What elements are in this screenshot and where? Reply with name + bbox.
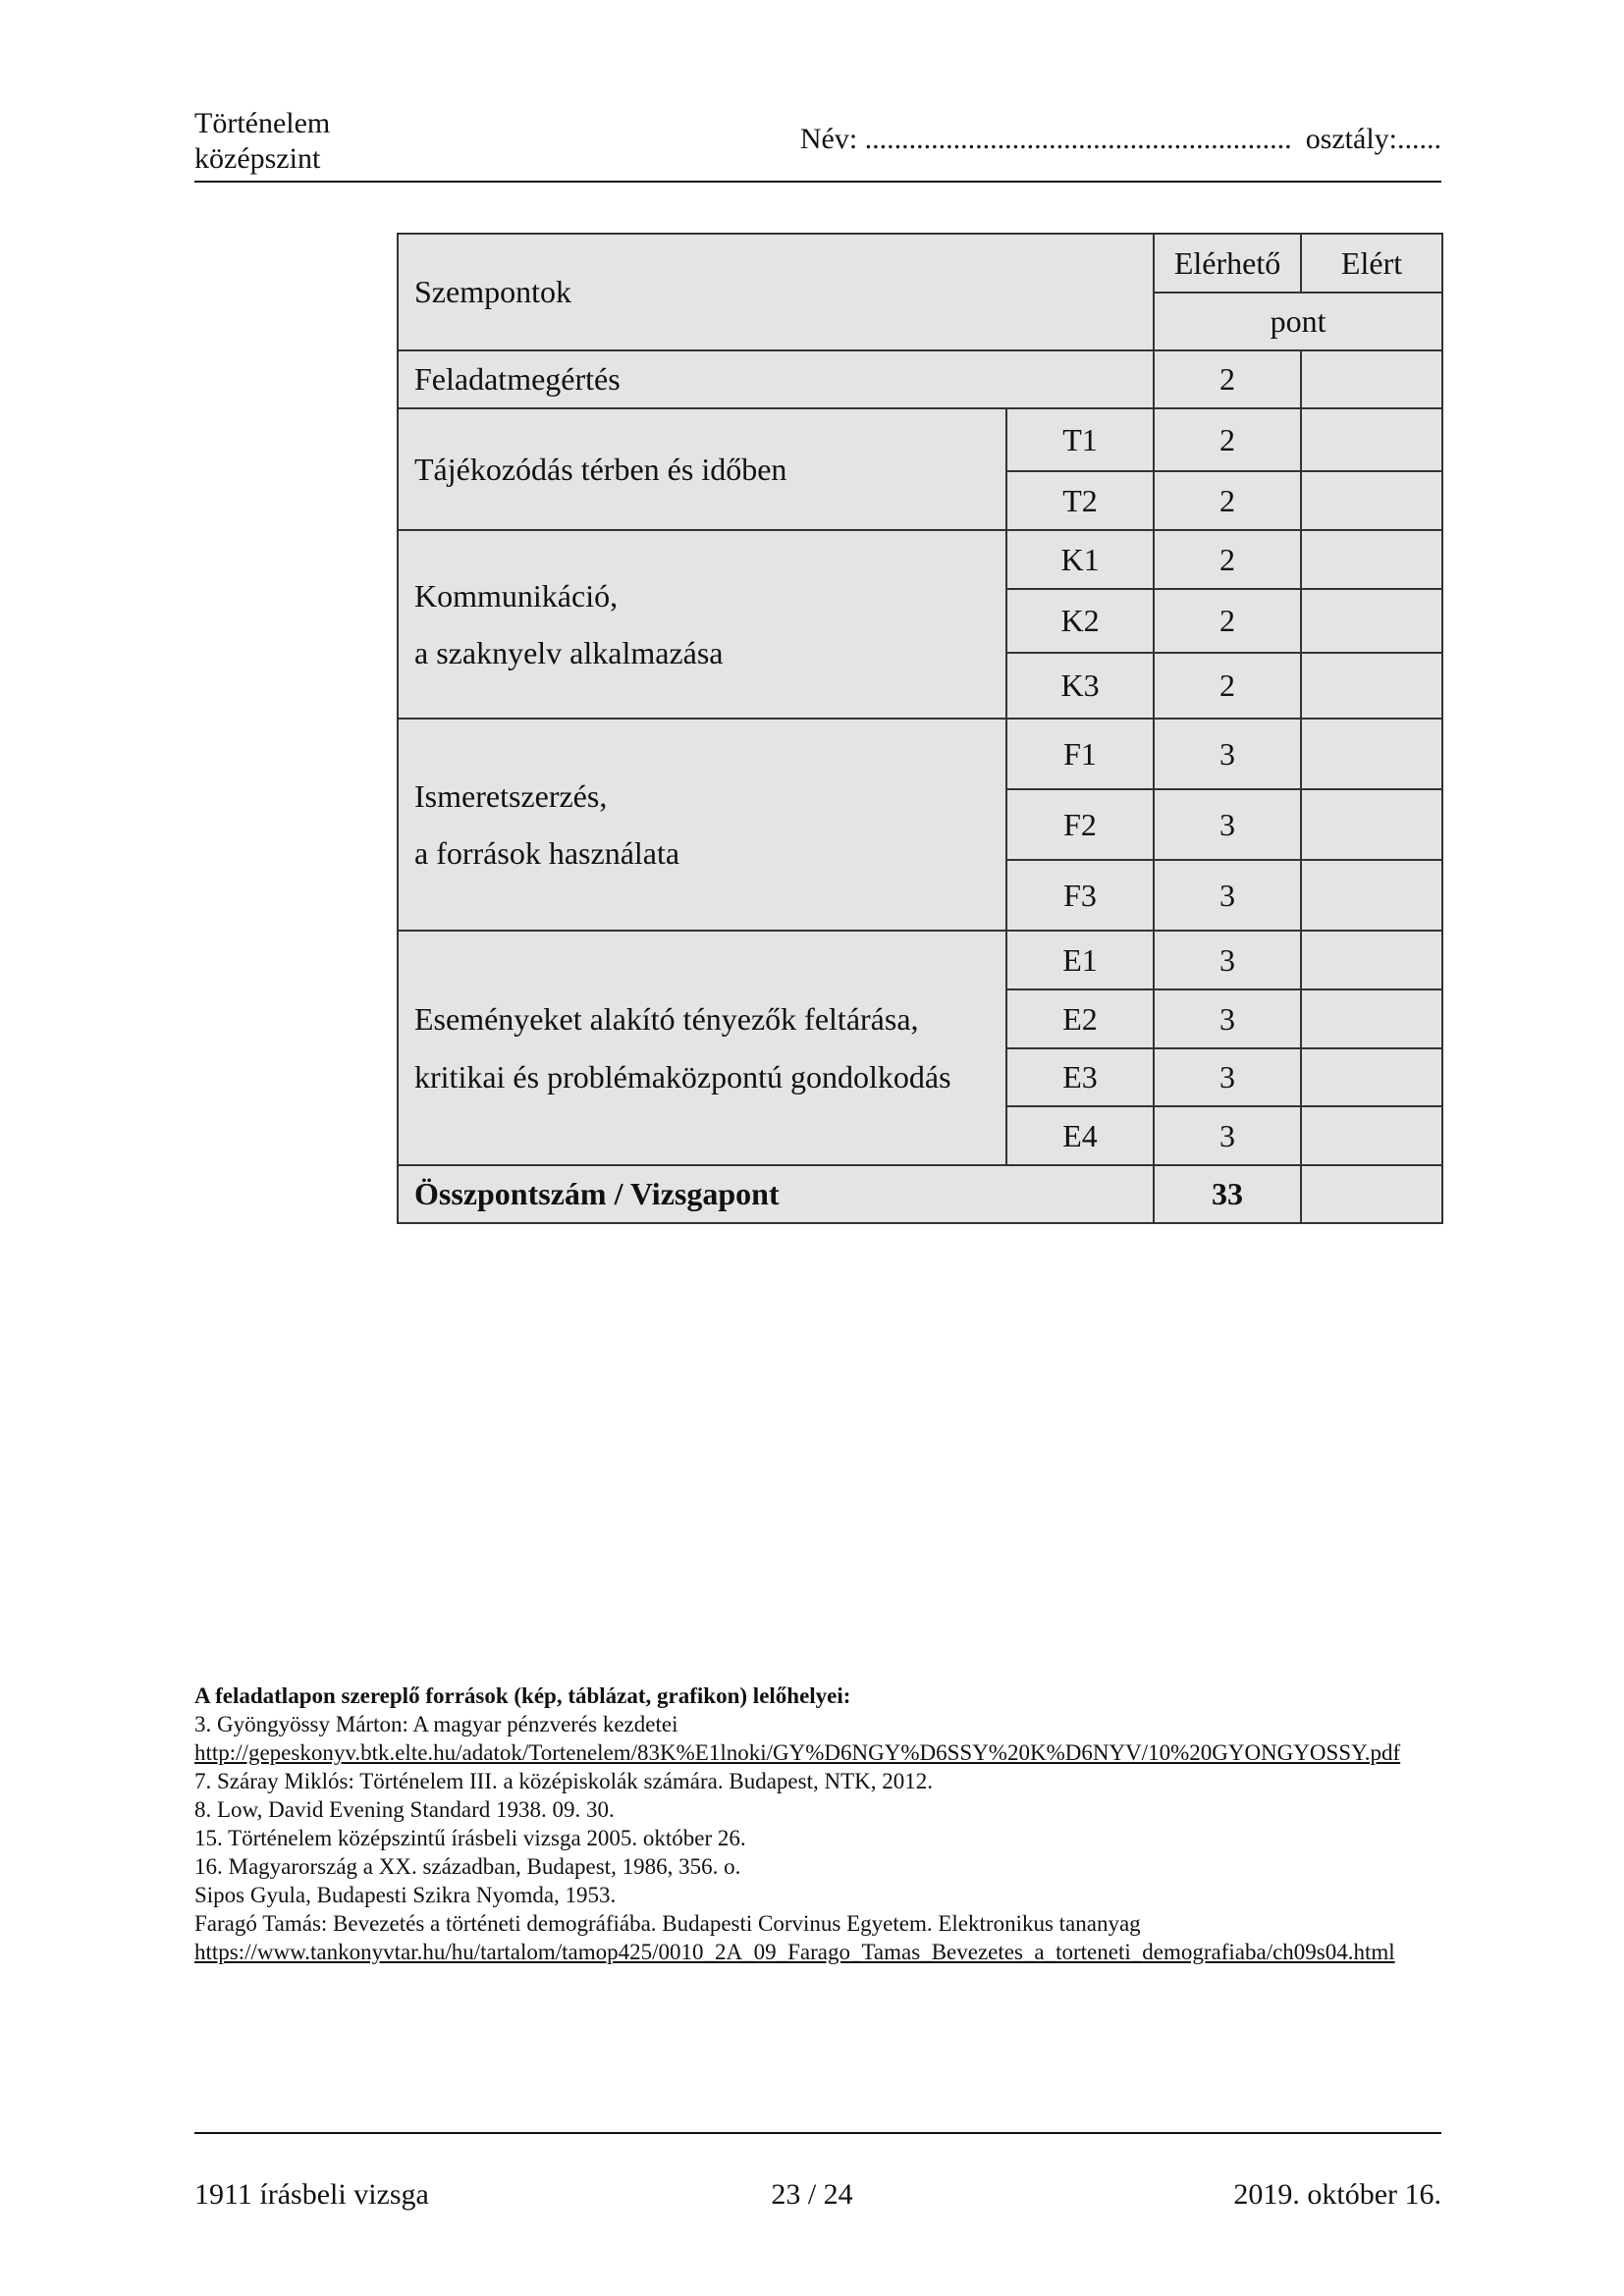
- criteria-header: Szempontok: [398, 234, 1154, 350]
- student-info: [800, 122, 1441, 157]
- available-points: 2: [1154, 653, 1301, 719]
- exam-code: 1911 írásbeli vizsga: [194, 2178, 429, 2211]
- available-points: 3: [1154, 1048, 1301, 1106]
- achieved-points-cell[interactable]: [1301, 350, 1442, 408]
- source-line: 8. Low, David Evening Standard 1938. 09. 30.: [194, 1797, 615, 1822]
- subcriterion-code: F3: [1006, 860, 1154, 931]
- source-line: Faragó Tamás: Bevezetés a történeti demográfiába. Budapesti Corvinus Egyetem. Elektronikus tananyag: [194, 1911, 1141, 1936]
- criterion-label: [398, 719, 1006, 931]
- available-points: 2: [1154, 589, 1301, 653]
- available-points: 2: [1154, 530, 1301, 589]
- subject-title: Történelem: [194, 107, 331, 139]
- available-points: 3: [1154, 931, 1301, 989]
- subcriterion-code: T1: [1006, 408, 1154, 471]
- available-points: 2: [1154, 408, 1301, 471]
- achieved-points-cell[interactable]: [1301, 989, 1442, 1048]
- available-points: 3: [1154, 1106, 1301, 1165]
- subcriterion-code: K3: [1006, 653, 1154, 719]
- sources-heading: A feladatlapon szereplő források (kép, táblázat, grafikon) lelőhelyei:: [194, 1683, 851, 1708]
- available-points: 2: [1154, 350, 1301, 408]
- level-label: középszint: [194, 142, 321, 175]
- achieved-points-cell[interactable]: [1301, 408, 1442, 471]
- achieved-points-cell[interactable]: [1301, 789, 1442, 860]
- criterion-label-line-1: Ismeretszerzés,: [414, 777, 608, 814]
- subcriterion-code: F2: [1006, 789, 1154, 860]
- footer-divider: [194, 2132, 1441, 2134]
- achieved-points-cell[interactable]: [1301, 653, 1442, 719]
- achieved-points-cell[interactable]: [1301, 860, 1442, 931]
- criterion-label: [398, 530, 1006, 719]
- sources-section: [194, 1682, 1443, 1966]
- points-unit-header: pont: [1154, 293, 1442, 350]
- header-divider: [194, 181, 1441, 183]
- source-link[interactable]: https://www.tankonyvtar.hu/hu/tartalom/tamop425/0010_2A_09_Farago_Tamas_Bevezetes_a_torteneti_demografiaba/ch09s04.html: [194, 1940, 1395, 1964]
- criterion-label-line-1: Eseményeket alakító tényezők feltárása,: [414, 1001, 919, 1038]
- achieved-points-cell[interactable]: [1301, 471, 1442, 530]
- criterion-label: [398, 931, 1006, 1165]
- table-row: [398, 350, 1442, 408]
- source-line: 7. Száray Miklós: Történelem III. a középiskolák számára. Budapest, NTK, 2012.: [194, 1769, 933, 1793]
- total-available-points: 33: [1154, 1165, 1301, 1223]
- achieved-points-cell[interactable]: [1301, 1106, 1442, 1165]
- subcriterion-code: E1: [1006, 931, 1154, 989]
- criterion-label-line-1: Kommunikáció,: [414, 577, 619, 614]
- criterion-label-line-2: a források használata: [414, 835, 680, 871]
- criterion-label-line-2: a szaknyelv alkalmazása: [414, 635, 724, 670]
- achieved-points-cell[interactable]: [1301, 931, 1442, 989]
- source-line: 15. Történelem középszintű írásbeli vizsga 2005. október 26.: [194, 1826, 746, 1850]
- total-label: Összpontszám / Vizsgapont: [398, 1165, 1154, 1223]
- page-header-subject: [194, 106, 330, 177]
- exam-date: 2019. október 16.: [1233, 2178, 1441, 2211]
- table-row: [398, 408, 1442, 471]
- source-line: 3. Gyöngyössy Márton: A magyar pénzverés kezdetei: [194, 1712, 678, 1736]
- available-points: 3: [1154, 789, 1301, 860]
- source-link[interactable]: http://gepeskonyv.btk.elte.hu/adatok/Tortenelem/83K%E1lnoki/GY%D6NGY%D6SSY%20K%D6NYV/10%20GYONGYOSSY.pdf: [194, 1740, 1401, 1765]
- source-line: Sipos Gyula, Budapesti Szikra Nyomda, 1953.: [194, 1883, 617, 1907]
- available-points: 3: [1154, 860, 1301, 931]
- subcriterion-code: E4: [1006, 1106, 1154, 1165]
- subcriterion-code: E2: [1006, 989, 1154, 1048]
- table-row: [398, 719, 1442, 789]
- available-points: 3: [1154, 989, 1301, 1048]
- total-achieved-points-cell[interactable]: [1301, 1165, 1442, 1223]
- scoring-table: [397, 233, 1443, 1224]
- subcriterion-code: E3: [1006, 1048, 1154, 1106]
- subcriterion-code: K1: [1006, 530, 1154, 589]
- table-row: [398, 931, 1442, 989]
- available-points: 3: [1154, 719, 1301, 789]
- page-number: 23 / 24: [771, 2178, 853, 2211]
- criterion-label: Tájékozódás térben és időben: [398, 408, 1006, 530]
- criterion-label-line-2: kritikai és problémaközpontú gondolkodás: [414, 1058, 951, 1095]
- achieved-points-cell[interactable]: [1301, 1048, 1442, 1106]
- subcriterion-code: K2: [1006, 589, 1154, 653]
- achieved-points-cell[interactable]: [1301, 719, 1442, 789]
- available-points-header: Elérhető: [1154, 234, 1301, 293]
- achieved-points-cell[interactable]: [1301, 530, 1442, 589]
- class-field[interactable]: osztály:......: [1305, 123, 1441, 155]
- achieved-points-cell[interactable]: [1301, 589, 1442, 653]
- name-field[interactable]: Név: ..........................................................: [799, 123, 1292, 155]
- criterion-label: Feladatmegértés: [398, 350, 1154, 408]
- source-line: 16. Magyarország a XX. században, Budapest, 1986, 356. o.: [194, 1854, 741, 1879]
- subcriterion-code: F1: [1006, 719, 1154, 789]
- subcriterion-code: T2: [1006, 471, 1154, 530]
- available-points: 2: [1154, 471, 1301, 530]
- achieved-points-header: Elért: [1301, 234, 1442, 293]
- table-row: [398, 530, 1442, 589]
- total-row: [398, 1165, 1442, 1223]
